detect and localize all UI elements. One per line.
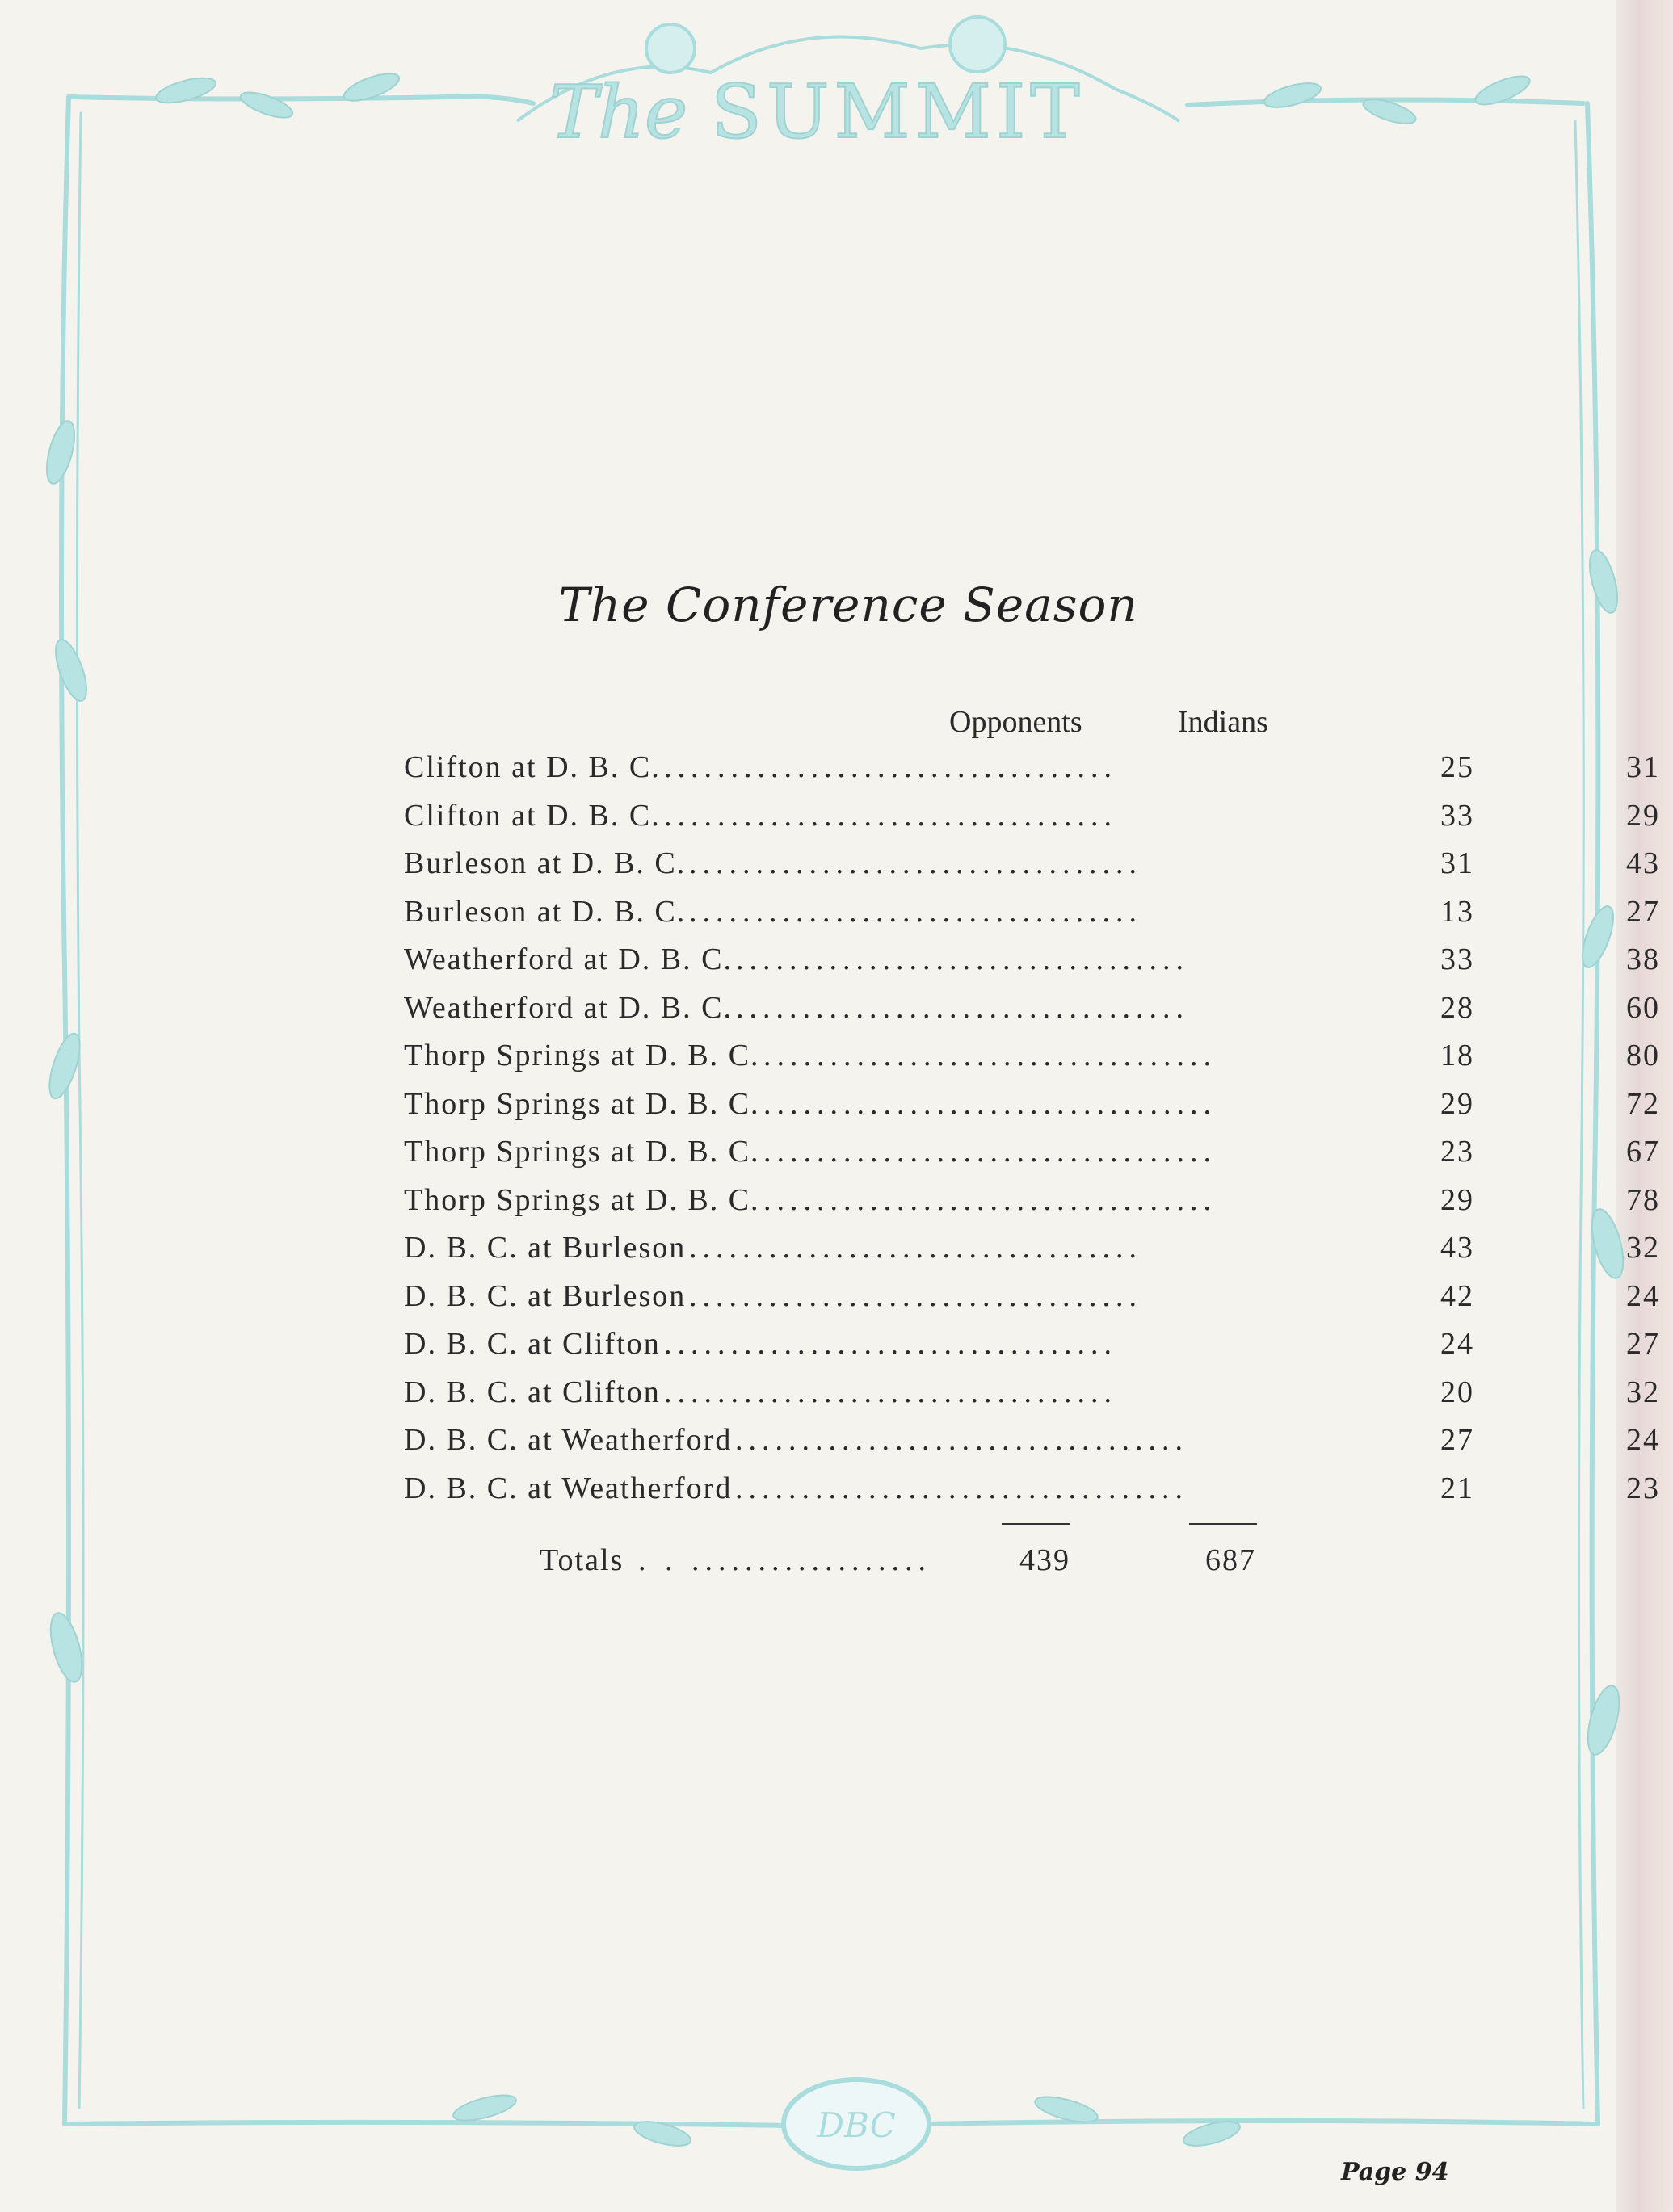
opponents-score: 43 xyxy=(1440,1231,1474,1265)
opponents-score: 29 xyxy=(1440,1086,1474,1121)
indians-score: 38 xyxy=(1626,942,1660,976)
opponents-score: 28 xyxy=(1440,990,1474,1025)
indians-score: 31 xyxy=(1626,750,1660,784)
table-row xyxy=(404,990,1660,1035)
leader-dots: .................................. xyxy=(763,1039,1217,1072)
game-label: Burleson at D. B. C. xyxy=(404,894,687,929)
leader-dots: .................................. xyxy=(689,846,1142,880)
table-row xyxy=(404,1471,1660,1516)
opponents-score: 42 xyxy=(1440,1278,1474,1313)
page-title: The Conference Season xyxy=(558,577,1138,632)
leader-dots: .................................. xyxy=(664,750,1117,784)
opponents-score: 21 xyxy=(1440,1471,1474,1505)
indians-score: 80 xyxy=(1626,1039,1660,1072)
leader-dots: .................................. xyxy=(664,1327,1117,1361)
totals-label: Totals xyxy=(540,1543,624,1577)
indians-score: 29 xyxy=(1626,798,1660,833)
game-label: Burleson at D. B. C. xyxy=(404,846,687,880)
game-label: Weatherford at D. B. C. xyxy=(404,990,733,1025)
table-row xyxy=(404,1134,1660,1179)
leader-dots: .................................. xyxy=(664,1375,1117,1409)
column-header-indians: Indians xyxy=(1178,705,1268,739)
masthead-the: The xyxy=(549,70,688,155)
leader-dots: .................................. xyxy=(689,1278,1142,1313)
leader-dots: .................................. xyxy=(763,1086,1217,1121)
table-row xyxy=(404,749,1660,795)
totals-opponents: 439 xyxy=(1019,1543,1070,1577)
totals-leader-dots: . . .................. xyxy=(638,1543,931,1577)
opponents-score: 29 xyxy=(1440,1182,1474,1217)
game-label: D. B. C. at Burleson xyxy=(404,1278,687,1313)
indians-score: 43 xyxy=(1626,846,1660,880)
indians-score: 27 xyxy=(1626,1327,1660,1361)
game-label: D. B. C. at Weatherford xyxy=(404,1423,733,1457)
game-label: Weatherford at D. B. C. xyxy=(404,942,733,976)
table-row xyxy=(404,1230,1660,1275)
column-header-opponents: Opponents xyxy=(949,705,1082,739)
table-row xyxy=(404,1038,1660,1083)
leader-dots: .................................. xyxy=(664,798,1117,833)
game-label: D. B. C. at Clifton xyxy=(404,1327,661,1361)
opponents-score: 33 xyxy=(1440,942,1474,976)
game-label: Clifton at D. B. C. xyxy=(404,750,661,784)
totals-indians: 687 xyxy=(1205,1543,1256,1577)
leader-dots: .................................. xyxy=(735,1423,1188,1457)
indians-score: 23 xyxy=(1626,1471,1660,1505)
game-label: Clifton at D. B. C. xyxy=(404,798,661,833)
leader-dots: .................................. xyxy=(689,894,1142,929)
masthead xyxy=(0,0,1673,202)
table-row xyxy=(404,894,1660,939)
opponents-score: 24 xyxy=(1440,1327,1474,1361)
indians-score: 24 xyxy=(1626,1423,1660,1457)
table-row xyxy=(404,798,1660,843)
opponents-score: 33 xyxy=(1440,798,1474,833)
table-row xyxy=(404,1086,1660,1131)
table-row xyxy=(404,1182,1660,1228)
table-row xyxy=(404,942,1660,987)
indians-score: 67 xyxy=(1626,1135,1660,1169)
game-label: D. B. C. at Burleson xyxy=(404,1231,687,1265)
opponents-score: 27 xyxy=(1440,1423,1474,1457)
leader-dots: .................................. xyxy=(689,1231,1142,1265)
game-label: Thorp Springs at D. B. C. xyxy=(404,1135,760,1169)
indians-score: 72 xyxy=(1626,1086,1660,1121)
opponents-score: 13 xyxy=(1440,894,1474,929)
opponents-score: 23 xyxy=(1440,1135,1474,1169)
opponents-score: 20 xyxy=(1440,1375,1474,1409)
emblem-text xyxy=(804,2093,909,2158)
game-label: Thorp Springs at D. B. C. xyxy=(404,1086,760,1121)
leader-dots: .................................. xyxy=(736,990,1189,1025)
indians-score: 27 xyxy=(1626,894,1660,929)
opponents-score: 18 xyxy=(1440,1039,1474,1072)
opponents-total-rule xyxy=(1002,1523,1070,1525)
leader-dots: .................................. xyxy=(736,942,1189,976)
table-row xyxy=(404,846,1660,891)
game-label: Thorp Springs at D. B. C. xyxy=(404,1039,760,1072)
indians-score: 32 xyxy=(1626,1231,1660,1265)
indians-score: 78 xyxy=(1626,1182,1660,1217)
leader-dots: .................................. xyxy=(735,1471,1188,1505)
opponents-score: 31 xyxy=(1440,846,1474,880)
indians-total-rule xyxy=(1189,1523,1257,1525)
table-row xyxy=(404,1326,1660,1371)
game-label: Thorp Springs at D. B. C. xyxy=(404,1182,760,1217)
opponents-score: 25 xyxy=(1440,750,1474,784)
table-row xyxy=(404,1422,1660,1467)
table-row xyxy=(404,1278,1660,1324)
game-label: D. B. C. at Weatherford xyxy=(404,1471,733,1505)
table-row xyxy=(404,1375,1660,1420)
page-number: Page 94 xyxy=(1341,2158,1449,2186)
game-label: D. B. C. at Clifton xyxy=(404,1375,661,1409)
indians-score: 24 xyxy=(1626,1278,1660,1313)
indians-score: 60 xyxy=(1626,990,1660,1025)
leader-dots: .................................. xyxy=(763,1182,1217,1217)
leader-dots: .................................. xyxy=(763,1135,1217,1169)
emblem-label: DBC xyxy=(817,2105,896,2145)
masthead-summit: SUMMIT xyxy=(711,69,1085,155)
indians-score: 32 xyxy=(1626,1375,1660,1409)
